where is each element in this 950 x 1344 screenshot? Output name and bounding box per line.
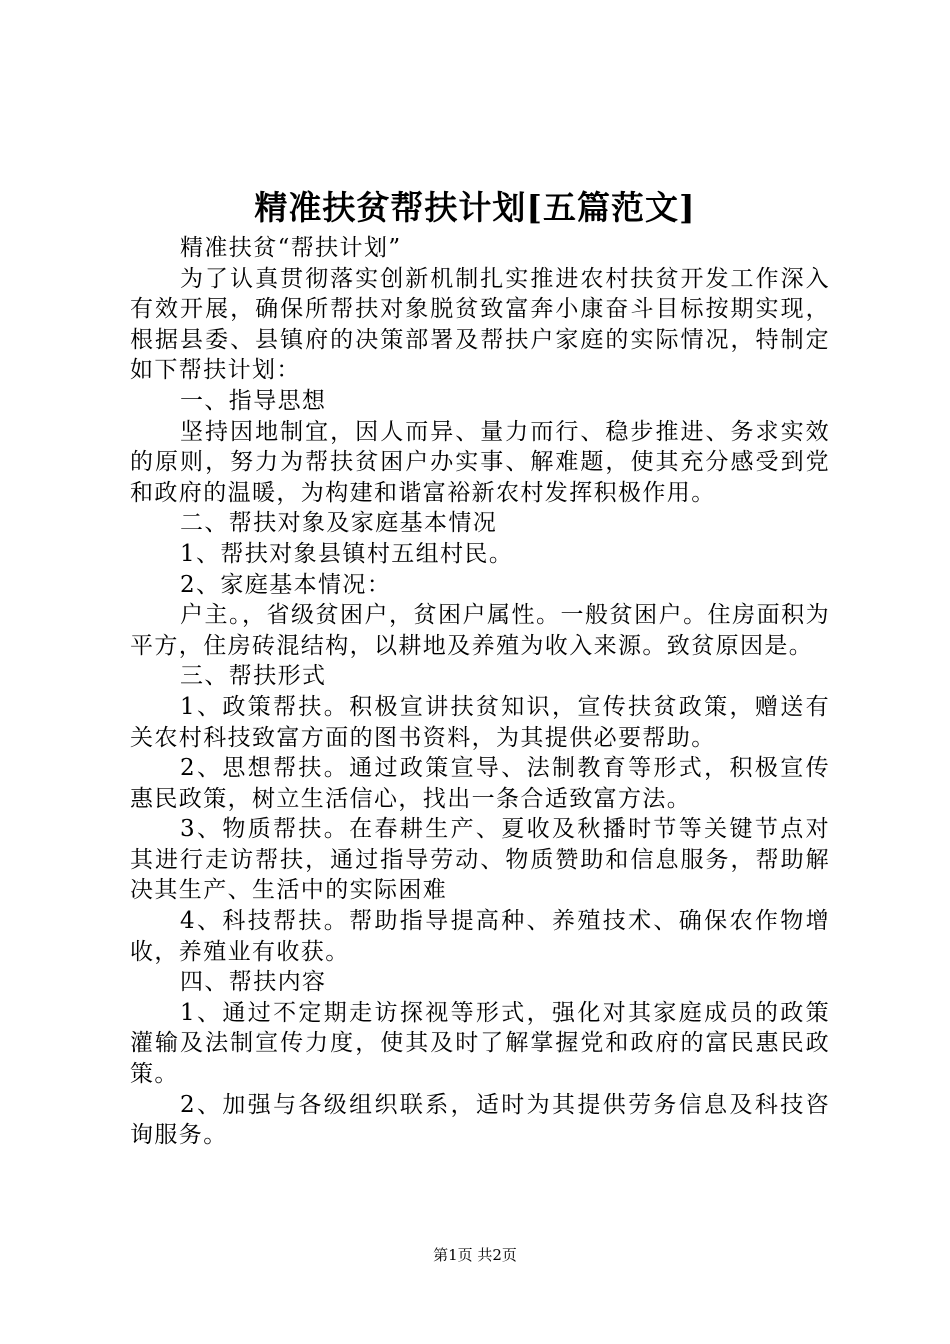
section-heading-assist-content: 四、帮扶内容: [180, 969, 327, 996]
paragraph-guiding-thought: 坚持因地制宜，因人而异、量力而行、稳步推进、务求实效的原则，努力为帮扶贫困户办实事、解难题，使其充分感受到党和政府的温暖，为构建和谐富裕新农村发挥积极作用。: [130, 418, 830, 506]
paragraph-assist-target: 1、帮扶对象县镇村五组村民。: [180, 540, 514, 567]
paragraph-tech-assist: 4、科技帮扶。帮助指导提高种、养殖技术、确保农作物增收，养殖业有收获。: [130, 908, 830, 965]
section-heading-assist-forms: 三、帮扶形式: [180, 663, 327, 690]
section-heading-guiding-thought: 一、指导思想: [180, 387, 327, 414]
document-title: 精准扶贫帮扶计划[五篇范文]: [254, 188, 696, 227]
paragraph-family-details: 户主。，省级贫困户，贫困户属性。一般贫困户。住房面积为平方，住房砖混结构，以耕地及养殖为收入来源。致贫原因是。: [130, 602, 830, 659]
paragraph-content-1: 1、通过不定期走访探视等形式，强化对其家庭成员的政策灌输及法制宣传力度，使其及时了解掌握党和政府的富民惠民政策。: [130, 999, 830, 1088]
paragraph-subtitle: 精准扶贫“帮扶计划”: [180, 235, 402, 261]
paragraph-thought-assist: 2、思想帮扶。通过政策宣导、法制教育等形式，积极宣传惠民政策，树立生活信心，找出一条合适致富方法。: [130, 755, 830, 812]
paragraph-intro: 为了认真贯彻落实创新机制扎实推进农村扶贫开发工作深入有效开展，确保所帮扶对象脱贫致富奔小康奋斗目标按期实现，根据县委、县镇府的决策部署及帮扶户家庭的实际情况，特制定如下帮扶计划：: [130, 265, 830, 384]
paragraph-material-assist: 3、物质帮扶。在春耕生产、夏收及秋播时节等关键节点对其进行走访帮扶，通过指导劳动、物质赞助和信息服务，帮助解决其生产、生活中的实际困难: [130, 816, 830, 904]
paragraph-content-2: 2、加强与各级组织联系，适时为其提供劳务信息及科技咨询服务。: [130, 1091, 830, 1149]
section-heading-assist-target: 二、帮扶对象及家庭基本情况: [180, 510, 498, 537]
document-body: [130, 233, 830, 1151]
paragraph-family-heading: 2、家庭基本情况：: [180, 571, 392, 598]
paragraph-policy-assist: 1、政策帮扶。积极宣讲扶贫知识，宣传扶贫政策，赠送有关农村科技致富方面的图书资料，为其提供必要帮助。: [130, 693, 830, 751]
page-footer: 第1页 共2页: [433, 1246, 517, 1264]
